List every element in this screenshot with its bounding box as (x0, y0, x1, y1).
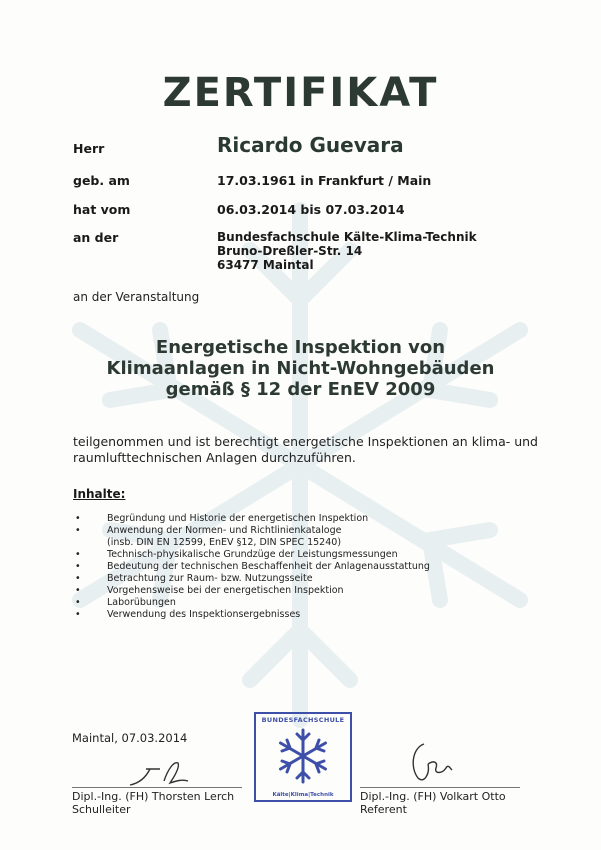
list-item-text: Technisch-physikalische Grundzüge der Leistungsmessungen (107, 549, 398, 560)
list-item-text: Begründung und Historie der energetischen Inspektion (107, 513, 369, 524)
course-title-line: Klimaanlagen in Nicht-Wohngebäuden (106, 358, 495, 379)
list-item-text: Verwendung des Inspektionsergebnisses (107, 609, 301, 620)
signatory-left (72, 790, 234, 816)
signatory-name: Dipl.-Ing. (FH) Thorsten Lerch (72, 790, 235, 803)
list-item (73, 513, 543, 525)
list-item-text: Laborübungen (107, 597, 176, 608)
list-item-text: Vorgehensweise bei der energetischen Inspektion (107, 585, 344, 596)
period-value: 06.03.2014 bis 07.03.2014 (217, 202, 405, 217)
venue-address (217, 230, 477, 272)
course-title-line: Energetische Inspektion von (155, 337, 446, 358)
signature-line (72, 787, 242, 788)
bullet-icon: • (75, 573, 81, 584)
list-item (73, 573, 543, 585)
bullet-icon: • (75, 597, 81, 608)
bullet-icon: • (75, 561, 81, 572)
list-item-text: Anwendung der Normen- und Richtlinienkataloge (107, 525, 342, 536)
recipient-name: Ricardo Guevara (217, 133, 404, 157)
signatory-role: Schulleiter (72, 803, 131, 816)
venue-line: Bundesfachschule Kälte-Klima-Technik (217, 230, 477, 244)
bullet-icon: • (75, 513, 81, 524)
signatory-role: Referent (360, 803, 407, 816)
stamp-top-text: BUNDESFACHSCHULE (261, 716, 345, 724)
list-item-text: Betrachtung zur Raum- bzw. Nutzungsseite (107, 573, 313, 584)
period-label: hat vom (73, 202, 131, 217)
course-title (0, 337, 601, 400)
birth-value: 17.03.1961 in Frankfurt / Main (217, 173, 432, 188)
list-item (73, 525, 543, 549)
place-date: Maintal, 07.03.2014 (72, 731, 188, 745)
list-item (73, 585, 543, 597)
bullet-icon: • (75, 585, 81, 596)
signatory-name: Dipl.-Ing. (FH) Volkart Otto (360, 790, 506, 803)
list-item (73, 597, 543, 609)
bullet-icon: • (75, 609, 81, 620)
signatory-right (360, 790, 506, 816)
list-item-text: Bedeutung der technischen Beschaffenheit der Anlagenausstattung (107, 561, 430, 572)
participation-text: teilgenommen und ist berechtigt energetische Inspektionen an klima- und raumlufttechnischen Anlagen durchzuführen. (73, 434, 538, 465)
birth-label: geb. am (73, 173, 130, 188)
venue-line: 63477 Maintal (217, 258, 314, 272)
event-intro: an der Veranstaltung (73, 290, 200, 304)
salutation-label: Herr (73, 141, 105, 156)
signature-line (360, 787, 520, 788)
signature-otto-icon (404, 738, 464, 790)
certificate-title: ZERTIFIKAT (162, 70, 439, 116)
venue-label: an der (73, 230, 119, 245)
signature-lerch-icon (120, 755, 200, 795)
venue-line: Bruno-Dreßler-Str. 14 (217, 244, 363, 258)
contents-list (73, 513, 543, 621)
course-title-line: gemäß § 12 der EnEV 2009 (165, 379, 436, 400)
stamp-bottom-text: Kälte|Klima|Technik (272, 792, 334, 798)
bullet-icon: • (75, 549, 81, 560)
bullet-icon: • (75, 525, 81, 536)
school-stamp (254, 712, 352, 802)
list-item (73, 609, 543, 621)
snowflake-icon (273, 726, 333, 786)
list-item (73, 549, 543, 561)
contents-heading: Inhalte: (73, 487, 126, 501)
list-item-subtext: (insb. DIN EN 12599, EnEV §12, DIN SPEC 15240) (107, 537, 342, 548)
list-item (73, 561, 543, 573)
